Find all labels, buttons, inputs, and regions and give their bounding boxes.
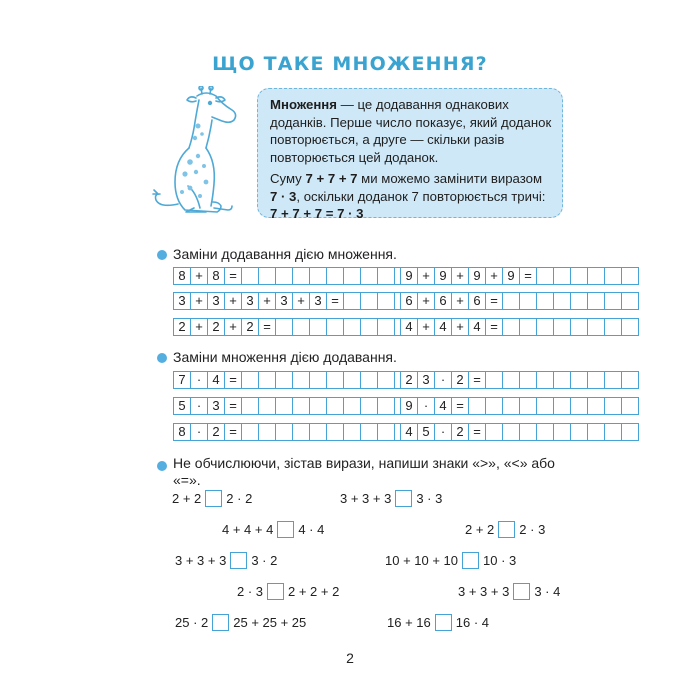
grid-cell-empty[interactable] bbox=[468, 397, 486, 415]
expression-left: 10 + 10 + 10 bbox=[385, 553, 459, 568]
grid-cell-filled: 4 bbox=[434, 397, 452, 415]
grid-cell-empty[interactable] bbox=[377, 267, 395, 285]
grid-cell-empty[interactable] bbox=[587, 292, 605, 310]
grid-cell-empty[interactable] bbox=[360, 318, 378, 336]
grid-cell-filled: = bbox=[519, 267, 537, 285]
expression-left: 3 + 3 + 3 bbox=[340, 491, 392, 506]
expression-right: 10 · 3 bbox=[483, 553, 517, 568]
grid-cell-empty[interactable] bbox=[292, 423, 310, 441]
grid-cell-filled: 9 bbox=[400, 267, 418, 285]
answer-grid-right bbox=[400, 423, 639, 441]
answer-grid-right bbox=[400, 318, 639, 336]
grid-cell-empty[interactable] bbox=[485, 371, 503, 389]
grid-cell-empty[interactable] bbox=[587, 423, 605, 441]
grid-cell-empty[interactable] bbox=[570, 267, 588, 285]
comparison-answer-box[interactable] bbox=[435, 614, 452, 631]
answer-grid-right bbox=[400, 397, 639, 415]
grid-cell-empty[interactable] bbox=[502, 292, 520, 310]
expression-left: 2 + 2 bbox=[172, 491, 202, 506]
grid-cell-filled: 9 bbox=[400, 397, 418, 415]
grid-cell-empty[interactable] bbox=[570, 423, 588, 441]
grid-cell-filled: · bbox=[434, 423, 452, 441]
comparison-expression bbox=[172, 490, 252, 507]
grid-cell-empty[interactable] bbox=[275, 318, 293, 336]
grid-cell-empty[interactable] bbox=[241, 267, 259, 285]
grid-cell-empty[interactable] bbox=[309, 318, 327, 336]
grid-cell-empty[interactable] bbox=[360, 397, 378, 415]
grid-cell-filled: = bbox=[485, 318, 503, 336]
grid-cell-filled: = bbox=[468, 371, 486, 389]
grid-cell-filled: · bbox=[434, 371, 452, 389]
grid-cell-empty[interactable] bbox=[621, 292, 639, 310]
grid-cell-filled: 9 bbox=[434, 267, 452, 285]
grid-cell-filled: 9 bbox=[468, 267, 486, 285]
grid-cell-filled: = bbox=[451, 397, 469, 415]
expression-right: 2 + 2 + 2 bbox=[288, 584, 340, 599]
grid-cell-empty[interactable] bbox=[377, 292, 395, 310]
grid-cell-filled: = bbox=[224, 267, 242, 285]
bullet-icon bbox=[157, 250, 167, 260]
expression-right: 3 · 3 bbox=[416, 491, 443, 506]
grid-cell-filled: + bbox=[190, 318, 208, 336]
grid-cell-filled: 9 bbox=[502, 267, 520, 285]
grid-cell-filled: 3 bbox=[173, 292, 191, 310]
grid-cell-filled: 8 bbox=[173, 423, 191, 441]
grid-cell-filled: 2 bbox=[241, 318, 259, 336]
grid-cell-empty[interactable] bbox=[377, 318, 395, 336]
answer-grid-left bbox=[173, 318, 412, 336]
expression-left: 2 + 2 bbox=[465, 522, 495, 537]
grid-cell-filled: 3 bbox=[241, 292, 259, 310]
grid-cell-empty[interactable] bbox=[326, 371, 344, 389]
grid-cell-empty[interactable] bbox=[519, 371, 537, 389]
grid-cell-filled: 8 bbox=[173, 267, 191, 285]
grid-cell-empty[interactable] bbox=[360, 371, 378, 389]
grid-cell-empty[interactable] bbox=[570, 318, 588, 336]
grid-cell-empty[interactable] bbox=[343, 292, 361, 310]
grid-cell-empty[interactable] bbox=[275, 371, 293, 389]
expression-right: 16 · 4 bbox=[455, 615, 489, 630]
comparison-expression bbox=[387, 614, 489, 631]
grid-cell-empty[interactable] bbox=[343, 371, 361, 389]
grid-cell-empty[interactable] bbox=[553, 267, 571, 285]
grid-cell-empty[interactable] bbox=[343, 267, 361, 285]
comparison-answer-box[interactable] bbox=[513, 583, 530, 600]
grid-cell-filled: + bbox=[451, 292, 469, 310]
expression-right: 3 · 4 bbox=[534, 584, 561, 599]
answer-grid-left bbox=[173, 397, 412, 415]
grid-cell-filled: 6 bbox=[400, 292, 418, 310]
grid-cell-filled: 3 bbox=[309, 292, 327, 310]
grid-cell-empty[interactable] bbox=[241, 423, 259, 441]
expression-left: 3 + 3 + 3 bbox=[458, 584, 510, 599]
grid-cell-filled: 5 bbox=[417, 423, 435, 441]
grid-cell-empty[interactable] bbox=[553, 397, 571, 415]
grid-cell-empty[interactable] bbox=[604, 397, 622, 415]
grid-cell-filled: + bbox=[417, 318, 435, 336]
grid-cell-filled: + bbox=[417, 292, 435, 310]
grid-cell-empty[interactable] bbox=[536, 318, 554, 336]
grid-cell-filled: + bbox=[224, 292, 242, 310]
grid-cell-empty[interactable] bbox=[621, 423, 639, 441]
grid-cell-filled: + bbox=[451, 318, 469, 336]
comparison-expression bbox=[458, 583, 560, 600]
comparison-answer-box[interactable] bbox=[212, 614, 229, 631]
grid-cell-filled: + bbox=[190, 267, 208, 285]
grid-cell-filled: 3 bbox=[207, 397, 225, 415]
grid-cell-empty[interactable] bbox=[519, 397, 537, 415]
grid-cell-filled: + bbox=[190, 292, 208, 310]
grid-cell-filled: 4 bbox=[207, 371, 225, 389]
expression-left: 4 + 4 + 4 bbox=[222, 522, 274, 537]
grid-cell-empty[interactable] bbox=[377, 397, 395, 415]
grid-cell-empty[interactable] bbox=[536, 292, 554, 310]
grid-cell-empty[interactable] bbox=[258, 397, 276, 415]
grid-cell-filled: 5 bbox=[173, 397, 191, 415]
answer-grid-left bbox=[173, 371, 412, 389]
grid-cell-empty[interactable] bbox=[570, 371, 588, 389]
grid-cell-empty[interactable] bbox=[241, 397, 259, 415]
grid-cell-empty[interactable] bbox=[275, 267, 293, 285]
grid-cell-filled: 4 bbox=[434, 318, 452, 336]
grid-cell-empty[interactable] bbox=[360, 267, 378, 285]
grid-cell-empty[interactable] bbox=[536, 371, 554, 389]
grid-cell-empty[interactable] bbox=[343, 397, 361, 415]
grid-cell-empty[interactable] bbox=[377, 371, 395, 389]
answer-grid-right bbox=[400, 371, 639, 389]
task-1-title: Заміни додавання дією множення. bbox=[173, 246, 397, 262]
definition-text: Множення — це додавання однакових доданків. Перше число показує, який доданок повторюється, а друге — скільки разів повторюється цей доданок. bbox=[270, 97, 552, 165]
grid-cell-filled: 4 bbox=[400, 423, 418, 441]
grid-cell-empty[interactable] bbox=[292, 267, 310, 285]
expression-left: 25 · 2 bbox=[175, 615, 209, 630]
grid-cell-filled: + bbox=[292, 292, 310, 310]
answer-grid-left bbox=[173, 423, 412, 441]
grid-cell-empty[interactable] bbox=[360, 423, 378, 441]
grid-cell-empty[interactable] bbox=[502, 397, 520, 415]
grid-cell-empty[interactable] bbox=[502, 371, 520, 389]
grid-cell-filled: 2 bbox=[173, 318, 191, 336]
grid-cell-empty[interactable] bbox=[536, 267, 554, 285]
grid-cell-empty[interactable] bbox=[241, 371, 259, 389]
grid-cell-empty[interactable] bbox=[621, 267, 639, 285]
grid-cell-filled: 3 bbox=[417, 371, 435, 389]
grid-cell-empty[interactable] bbox=[326, 423, 344, 441]
comparison-expression bbox=[175, 614, 306, 631]
grid-cell-filled: = bbox=[224, 423, 242, 441]
grid-cell-empty[interactable] bbox=[258, 267, 276, 285]
comparison-answer-box[interactable] bbox=[267, 583, 284, 600]
grid-cell-empty[interactable] bbox=[502, 318, 520, 336]
task-3-title: Не обчислюючи, зістав вирази, напиши знаки «>», «<» або «=». bbox=[173, 455, 555, 488]
grid-cell-filled: · bbox=[190, 397, 208, 415]
grid-cell-filled: 8 bbox=[207, 267, 225, 285]
answer-grid-left bbox=[173, 267, 412, 285]
grid-cell-empty[interactable] bbox=[621, 371, 639, 389]
grid-cell-empty[interactable] bbox=[587, 318, 605, 336]
comparison-expression bbox=[222, 521, 324, 538]
grid-cell-filled: 2 bbox=[207, 423, 225, 441]
grid-cell-empty[interactable] bbox=[553, 318, 571, 336]
grid-cell-filled: + bbox=[258, 292, 276, 310]
grid-cell-empty[interactable] bbox=[519, 423, 537, 441]
grid-cell-empty[interactable] bbox=[604, 423, 622, 441]
grid-cell-empty[interactable] bbox=[553, 423, 571, 441]
grid-cell-filled: 6 bbox=[434, 292, 452, 310]
comparison-answer-box[interactable] bbox=[277, 521, 294, 538]
grid-cell-empty[interactable] bbox=[536, 423, 554, 441]
answer-grid-left bbox=[173, 292, 412, 310]
grid-cell-empty[interactable] bbox=[275, 423, 293, 441]
grid-cell-filled: + bbox=[451, 267, 469, 285]
grid-cell-filled: = bbox=[326, 292, 344, 310]
grid-cell-filled: = bbox=[258, 318, 276, 336]
grid-cell-empty[interactable] bbox=[309, 397, 327, 415]
grid-cell-empty[interactable] bbox=[536, 397, 554, 415]
comparison-expression bbox=[340, 490, 442, 507]
comparison-expression bbox=[385, 552, 516, 569]
expression-left: 16 + 16 bbox=[387, 615, 431, 630]
bullet-icon bbox=[157, 353, 167, 363]
grid-cell-filled: 6 bbox=[468, 292, 486, 310]
grid-cell-empty[interactable] bbox=[604, 267, 622, 285]
grid-cell-filled: 4 bbox=[400, 318, 418, 336]
grid-cell-empty[interactable] bbox=[519, 292, 537, 310]
grid-cell-filled: = bbox=[485, 292, 503, 310]
grid-cell-empty[interactable] bbox=[485, 423, 503, 441]
expression-left: 2 · 3 bbox=[237, 584, 264, 599]
answer-grid-right bbox=[400, 292, 639, 310]
grid-cell-filled: = bbox=[468, 423, 486, 441]
grid-cell-empty[interactable] bbox=[326, 267, 344, 285]
expression-right: 25 + 25 + 25 bbox=[233, 615, 307, 630]
grid-cell-filled: 2 bbox=[400, 371, 418, 389]
grid-cell-empty[interactable] bbox=[343, 318, 361, 336]
grid-cell-empty[interactable] bbox=[570, 397, 588, 415]
grid-cell-empty[interactable] bbox=[502, 423, 520, 441]
grid-cell-empty[interactable] bbox=[258, 423, 276, 441]
grid-cell-empty[interactable] bbox=[621, 318, 639, 336]
comparison-answer-box[interactable] bbox=[205, 490, 222, 507]
task-2-title: Заміни множення дією додавання. bbox=[173, 349, 397, 365]
comparison-expression bbox=[465, 521, 545, 538]
grid-cell-filled: 7 bbox=[173, 371, 191, 389]
grid-cell-filled: + bbox=[224, 318, 242, 336]
grid-cell-filled: + bbox=[485, 267, 503, 285]
comparison-answer-box[interactable] bbox=[230, 552, 247, 569]
grid-cell-empty[interactable] bbox=[343, 423, 361, 441]
bullet-icon bbox=[157, 461, 167, 471]
grid-cell-empty[interactable] bbox=[587, 371, 605, 389]
grid-cell-empty[interactable] bbox=[309, 371, 327, 389]
expression-right: 3 · 2 bbox=[251, 553, 278, 568]
page-number: 2 bbox=[346, 650, 354, 666]
grid-cell-empty[interactable] bbox=[519, 318, 537, 336]
grid-cell-filled: 2 bbox=[451, 371, 469, 389]
grid-cell-empty[interactable] bbox=[326, 397, 344, 415]
page-title: ЩО ТАКЕ МНОЖЕННЯ? bbox=[212, 53, 488, 75]
grid-cell-filled: 2 bbox=[207, 318, 225, 336]
comparison-expression bbox=[175, 552, 277, 569]
grid-cell-empty[interactable] bbox=[326, 318, 344, 336]
grid-cell-empty[interactable] bbox=[553, 292, 571, 310]
definition-box bbox=[257, 88, 563, 221]
grid-cell-empty[interactable] bbox=[292, 371, 310, 389]
expression-right: 4 · 4 bbox=[298, 522, 325, 537]
grid-cell-filled: 4 bbox=[468, 318, 486, 336]
comparison-answer-box[interactable] bbox=[498, 521, 515, 538]
expression-left: 3 + 3 + 3 bbox=[175, 553, 227, 568]
grid-cell-filled: 2 bbox=[451, 423, 469, 441]
grid-cell-empty[interactable] bbox=[275, 397, 293, 415]
grid-cell-empty[interactable] bbox=[309, 267, 327, 285]
grid-cell-empty[interactable] bbox=[553, 371, 571, 389]
giraffe-illustration bbox=[150, 86, 250, 221]
grid-cell-empty[interactable] bbox=[292, 397, 310, 415]
grid-cell-filled: · bbox=[417, 397, 435, 415]
grid-cell-empty[interactable] bbox=[377, 423, 395, 441]
grid-cell-filled: = bbox=[224, 371, 242, 389]
comparison-expression bbox=[237, 583, 339, 600]
expression-right: 2 · 3 bbox=[519, 522, 546, 537]
grid-cell-empty[interactable] bbox=[604, 371, 622, 389]
grid-cell-filled: 3 bbox=[275, 292, 293, 310]
grid-cell-empty[interactable] bbox=[587, 397, 605, 415]
grid-cell-filled: · bbox=[190, 371, 208, 389]
grid-cell-empty[interactable] bbox=[587, 267, 605, 285]
grid-cell-empty[interactable] bbox=[621, 397, 639, 415]
grid-cell-empty[interactable] bbox=[485, 397, 503, 415]
grid-cell-filled: 3 bbox=[207, 292, 225, 310]
comparison-answer-box[interactable] bbox=[395, 490, 412, 507]
grid-cell-empty[interactable] bbox=[570, 292, 588, 310]
grid-cell-filled: + bbox=[417, 267, 435, 285]
grid-cell-empty[interactable] bbox=[604, 292, 622, 310]
comparison-answer-box[interactable] bbox=[462, 552, 479, 569]
grid-cell-empty[interactable] bbox=[604, 318, 622, 336]
grid-cell-empty[interactable] bbox=[292, 318, 310, 336]
grid-cell-filled: · bbox=[190, 423, 208, 441]
answer-grid-right bbox=[400, 267, 639, 285]
expression-right: 2 · 2 bbox=[226, 491, 253, 506]
example-text: Суму 7 + 7 + 7 ми можемо замінити виразом 7 · 3, оскільки доданок 7 повторюється тричі: 7 + 7 + 7 = 7 · 3 bbox=[270, 171, 546, 221]
grid-cell-filled: = bbox=[224, 397, 242, 415]
grid-cell-empty[interactable] bbox=[309, 423, 327, 441]
grid-cell-empty[interactable] bbox=[258, 371, 276, 389]
grid-cell-empty[interactable] bbox=[360, 292, 378, 310]
